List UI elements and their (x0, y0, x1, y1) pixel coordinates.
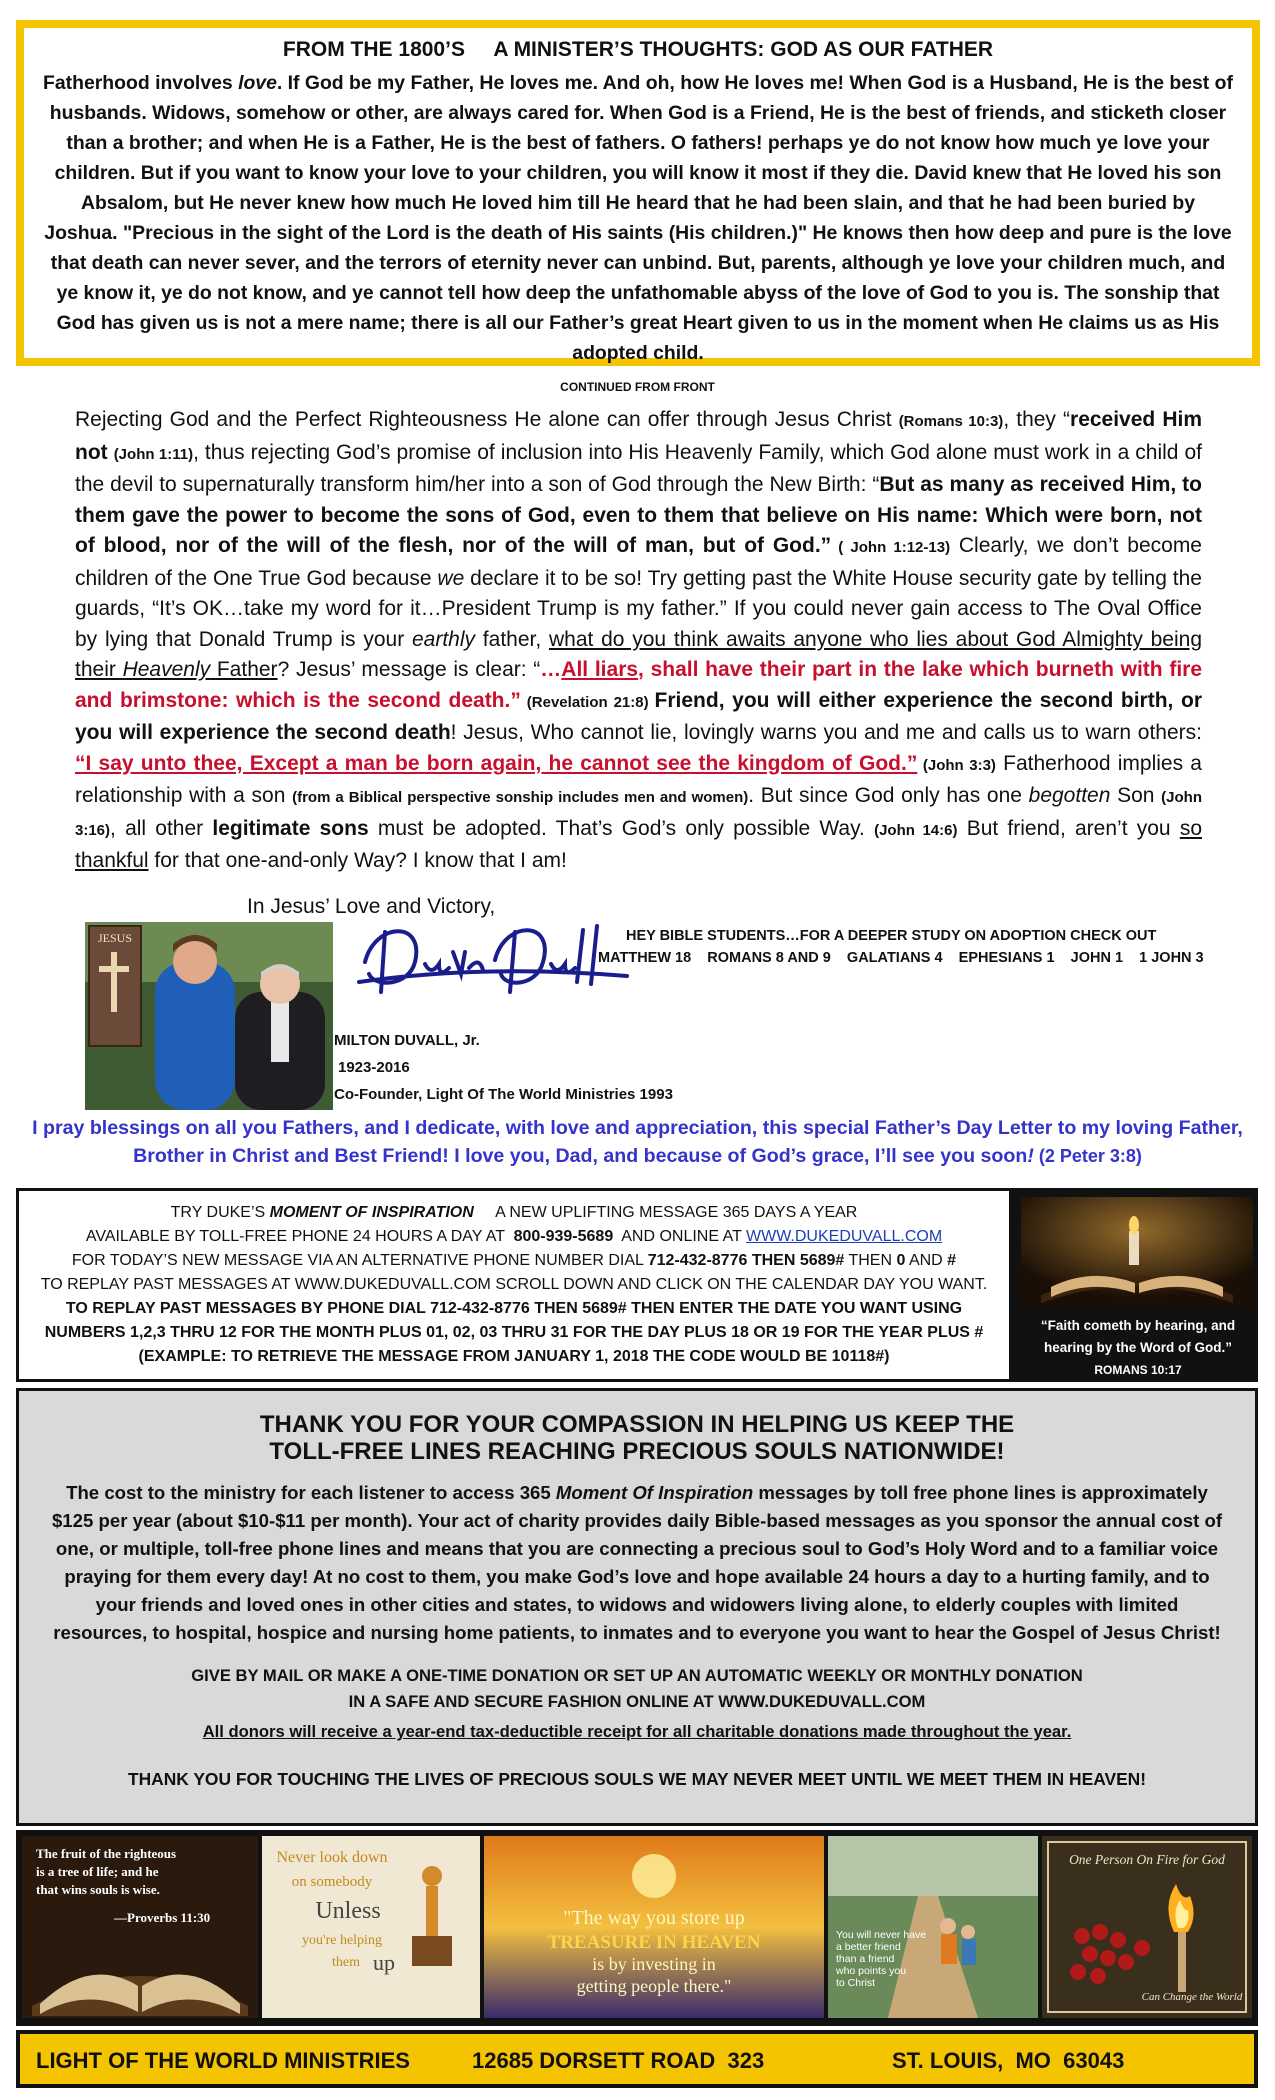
signature (345, 902, 635, 1002)
tile-nld-line2: on somebody (291, 1874, 373, 1890)
fathers-day-dedication: I pray blessings on all you Fathers, and I dedicate, with love and appreciation, this special Father’s Day Letter to my loving Father, Brother in Christ and Best Friend! I love you, Dad, and because of God’s grace, I’ll see you soon! (2 Peter 3:8) (32, 1117, 1243, 1167)
tile-nld-line5: them (332, 1955, 360, 1970)
romans-quote: “Faith cometh by hearing, and hearing by the Word of God.” ROMANS 10:17 (1040, 1318, 1236, 1377)
appeal-body: The cost to the ministry for each listener to access 365 Moment Of Inspiration messages by toll free phone lines is approximately $125 per year (about $10-$11 per month). Your act of charity provides daily Bible-based messages as you sponsor the annual cost of one, or multiple, toll-free phone lines and means that you are connecting a precious soul to God’s Holy Word and to a familiar voice praying for them every day! At no cost to them, you make God’s love and hope available 24 hours a day to a hurting family, and to your friends and loved ones in other cities and states, to widows and widowers living alone, to elderly couples with limited resources, to hospital, hospice and nursing home patients, to inmates and to everyone you want to hear the Gospel of Jesus Christ! (51, 1482, 1223, 1643)
born-again-quote: “I say unto thee, Except a man be born again, he cannot see the kingdom of God.” (75, 751, 918, 775)
tile-opof-line2: Can Change the World (1141, 1991, 1243, 2003)
tile-bf-line1: You will never have (836, 1929, 927, 1941)
bible-study-note: HEY BIBLE STUDENTS…FOR A DEEPER STUDY ON ADOPTION CHECK OUT MATTHEW 18 ROMANS 8 AND 9 GALATIANS 4 EPHESIANS 1 JOHN 1 1 JOHN 3 (598, 928, 1204, 966)
minister-thoughts-box (16, 20, 1260, 366)
appeal-title: THANK YOU FOR YOUR COMPASSION IN HELPING US KEEP THE TOLL-FREE LINES REACHING PRECIOUS SOULS NATIONWIDE! (259, 1411, 1015, 1465)
tile-never-look-down (262, 1836, 480, 2018)
minister-thoughts-body: Fatherhood involves love. If God be my Father, He loves me. And oh, how He loves me! When God is a Husband, He is the best of husbands. Widows, somehow or other, are always cared for. When God is a Friend, He is the best of friends, and sticketh closer than a brother; and when He is a Father, He is the best of fathers. O fathers! perhaps ye do not know how much ye love your children. But if you want to know your love to your children, you will know it most if they die. David knew that He loved his son Absalom, but He never knew how much He loved him till He heard that he had been slain, and that he had been buried by Joshua. "Precious in the sight of the Lord is the death of His saints (His children.)" He knows then how deep and pure is the love that death can never sever, and the terrors of eternity never can unbind. But, parents, although ye love your children much, and ye know it, ye do not know, and ye cannot tell how deep the unfathomable abyss of the love of God to you is. The sonship that God has given us is not a mere name; there is all our Father’s great Heart given to us in the moment when He claims us as His adopted child. (43, 72, 1233, 364)
moment-of-inspiration-box: TRY DUKE’S MOMENT OF INSPIRATION A NEW UPLIFTING MESSAGE 365 DAYS A YEAR AVAILABLE BY TOLL-FREE PHONE 24 HOURS A DAY AT 800-939-5689 AND ONLINE AT WWW.DUKEDUVALL.COM FOR TODAY’S NEW MESSAGE VIA AN ALTERNATIVE PHONE NUMBER DIAL 712-432-8776 THEN 5689# THEN 0 AND # TO REPLAY PAST MESSAGES AT WWW.DUKEDUVALL.COM SCROLL DOWN AND CLICK ON THE CALENDAR DAY YOU WANT. TO REPLAY PAST MESSAGES BY PHONE DIAL 712-432-8776 THEN 5689# THEN ENTER THE DATE YOU WANT USING NUMBERS 1,2,3 THRU 12 FOR THE MONTH PLUS 01, 02, 03 THRU 31 FOR THE DAY PLUS 18 OR 19 FOR THE YEAR PLUS # (EXAMPLE: TO RETRIEVE THE MESSAGE FROM JANUARY 1, 2018 THE CODE WOULD BE 10118#) (16, 1188, 1012, 1382)
ministry-address-footer (16, 2030, 1258, 2088)
letter-closing: In Jesus’ Love and Victory, (247, 895, 496, 918)
tile-bf-line5: to Christ (836, 1977, 876, 1989)
tile-bf-line3: than a friend (836, 1953, 895, 1965)
footer-street: 12685 DORSETT ROAD 323 (472, 2048, 765, 2073)
toll-free-number: 800-939-5689 (513, 1228, 614, 1245)
continued-label: CONTINUED FROM FRONT (560, 380, 715, 394)
tile-proverbs-line3: that wins souls is wise. (36, 1882, 160, 1897)
appeal-thanks: THANK YOU FOR TOUCHING THE LIVES OF PRECIOUS SOULS WE MAY NEVER MEET UNTIL WE MEET THEM IN HEAVEN! (127, 1769, 1147, 1789)
tile-nld-line4: you're helping (302, 1933, 382, 1948)
tile-tih-line1: "The way you store up (563, 1907, 745, 1929)
give-instructions: GIVE BY MAIL OR MAKE A ONE-TIME DONATION OR SET UP AN AUTOMATIC WEEKLY OR MONTHLY DONATION IN A SAFE AND SECURE FASHION ONLINE AT WWW.DUKEDUVALL.COM (191, 1666, 1083, 1711)
tile-proverbs-ref: —Proverbs 11:30 (114, 1910, 211, 1925)
tile-nld-line6: up (373, 1950, 395, 1975)
tile-proverbs-line2: is a tree of life; and he (36, 1864, 159, 1879)
tile-proverbs-line1: The fruit of the righteous (36, 1846, 177, 1861)
tile-nld-line1: Never look down (276, 1849, 388, 1866)
father-son-photo (85, 922, 333, 1110)
tile-tih-line2: TREASURE IN HEAVEN (547, 1932, 761, 1953)
tile-better-friend (828, 1836, 1038, 2018)
tile-nld-line3: Unless (315, 1898, 381, 1924)
tile-opof-line1: One Person On Fire for God (1069, 1852, 1225, 1867)
open-bible-candle-image (1021, 1197, 1253, 1309)
faith-cometh-panel (1012, 1188, 1258, 1382)
footer-city: ST. LOUIS, MO 63043 (892, 2048, 1125, 2073)
tile-treasure-in-heaven (484, 1836, 824, 2018)
inspiration-tiles (16, 1830, 1258, 2026)
tile-bf-line4: who points you (836, 1965, 907, 1977)
milton-duvall-caption: MILTON DUVALL, Jr. 1923-2016 Co-Founder, Light Of The World Ministries 1993 (334, 1032, 673, 1103)
tile-proverbs (22, 1836, 258, 2018)
tile-one-person-on-fire (1042, 1836, 1252, 2018)
letter-body: Rejecting God and the Perfect Righteousness He alone can offer through Jesus Christ (Romans 10:3), they “received Him not (John 1:11), thus rejecting God’s promise of inclusion into His Heavenly Family, which God alone must work in a child of the devil to supernaturally transform him/her into a son of God through the New Birth: “But as many as received Him, to them gave the power to become the sons of God, even to them that believe on His name: Which were born, not of blood, nor of the will of the flesh, nor of the will of man, but of God.” ( John 1:12-13) Clearly, we don’t become children of the One True God because we declare it to be so! Try getting past the White House security gate by telling the guards, “It’s OK…take my word for it…President Trump is my father.” If you could never gain access to The Oval Office by lying that Donald Trump is your earthly father, what do you think awaits anyone who lies about God Almighty being their Heavenly Father? Jesus’ message is clear: “…All liars, shall have their part in the lake which burneth with fire and brimstone: which is the second death.” (Revelation 21:8) Friend, you will either experience the second birth, or you will experience the second death! Jesus, Who cannot lie, lovingly warns you and me and calls us to warn others: “I say unto thee, Except a man be born again, he cannot see the kingdom of God.” (John 3:3) Fatherhood implies a relationship with a son (from a Biblical perspective sonship includes men and women). But since God only has one begotten Son (John 3:16), all other legitimate sons must be adopted. That’s God’s only possible Way. (John 14:6) But friend, aren’t you so thankful for that one-and-only Way? I know that I am! (75, 408, 1203, 872)
tile-tih-line4: getting people there." (576, 1976, 732, 1996)
tile-bf-line2: a better friend (836, 1941, 901, 1953)
minister-thoughts-title: FROM THE 1800’S A MINISTER’S THOUGHTS: GOD AS OUR FATHER (282, 38, 994, 61)
website-link[interactable]: WWW.DUKEDUVALL.COM (746, 1228, 943, 1245)
tile-tih-line3: is by investing in (592, 1954, 716, 1974)
footer-org: LIGHT OF THE WORLD MINISTRIES (36, 2048, 410, 2073)
jesus-sign-text: JESUS (97, 931, 133, 945)
tax-receipt-note: All donors will receive a year-end tax-deductible receipt for all charitable donations made throughout the year. (202, 1722, 1072, 1741)
donation-appeal-box (16, 1388, 1258, 1826)
